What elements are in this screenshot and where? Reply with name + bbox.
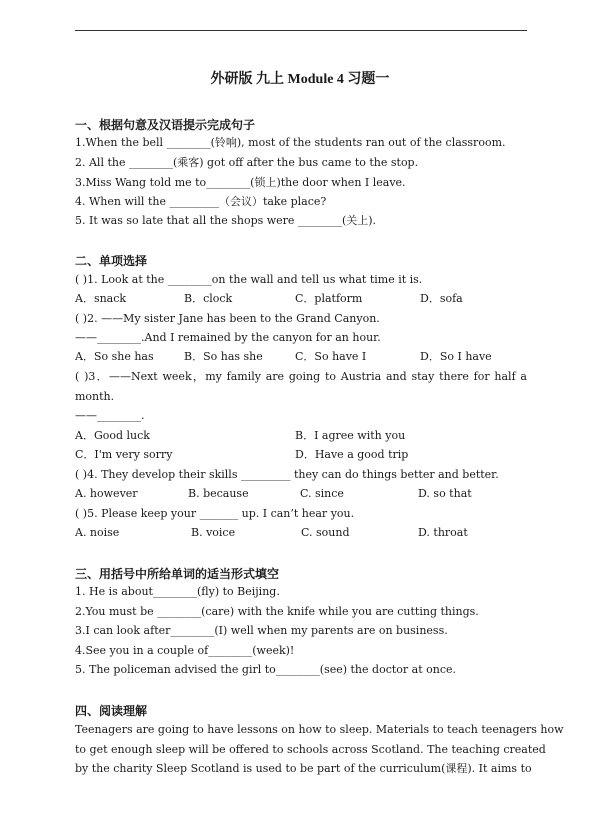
q3-option-d: D．Have a good trip (295, 448, 409, 461)
q4-option-c: C. since (300, 487, 344, 500)
q3-option-b: B．I agree with you (295, 429, 406, 442)
s1-item-4: 4. When will the _________（会议）take place? (75, 195, 327, 208)
q5-stem: ( )5. Please keep your _______ up. I can’t hear you. (75, 507, 355, 520)
s1-item-2: 2. All the ________(乘客) got off after the bus came to the stop. (75, 156, 419, 169)
q1-option-d: D．sofa (420, 292, 463, 305)
q3-option-a: A．Good luck (75, 429, 150, 442)
q1-option-c: C．platform (295, 292, 363, 305)
header-rule (75, 30, 527, 31)
q2-response: ——________.And I remained by the canyon for an hour. (75, 331, 381, 344)
s1-item-5: 5. It was so late that all the shops were ________(关上). (75, 214, 377, 227)
page-title: 外研版 九上 Module 4 习题一 (210, 72, 390, 87)
q2-stem: ( )2. ——My sister Jane has been to the Grand Canyon. (75, 312, 380, 325)
q2-option-b: B．So has she (184, 350, 263, 363)
q3-response: ——________. (75, 409, 145, 422)
passage-line-3: by the charity Sleep Scotland is used to be part of the curriculum(课程). It aims to (75, 762, 532, 775)
q3-stem-continued: month. (75, 390, 115, 403)
q2-option-d: D．So I have (420, 350, 492, 363)
q5-option-a: A. noise (75, 526, 120, 539)
section4-heading: 四、阅读理解 (75, 704, 148, 718)
reading-passage (75, 720, 564, 779)
s1-item-3: 3.Miss Wang told me to________(锁上)the door when I leave. (75, 176, 406, 189)
section3-heading: 三、用括号中所给单词的适当形式填空 (75, 567, 280, 581)
q4-option-b: B. because (188, 487, 249, 500)
q5-option-b: B. voice (191, 526, 236, 539)
q1-option-a: A．snack (75, 292, 127, 305)
q2-option-c: C．So have I (295, 350, 367, 363)
q5-option-c: C. sound (301, 526, 350, 539)
q4-option-a: A. however (75, 487, 138, 500)
q1-option-b: B．clock (184, 292, 233, 305)
q4-stem: ( )4. They develop their skills _________ they can do things better and better. (75, 468, 499, 481)
s3-item-2: 2.You must be ________(care) with the knife while you are cutting things. (75, 605, 479, 618)
q3-stem: ( )3．——Next week，my family are going to Austria and stay there for half a (75, 370, 527, 383)
section2-heading: 二、单项选择 (75, 254, 148, 268)
passage-line-2: to get enough sleep will be offered to schools across Scotland. The teaching created (75, 742, 546, 756)
s3-item-4: 4.See you in a couple of________(week)! (75, 644, 295, 657)
passage-line-1: Teenagers are going to have lessons on how to sleep. Materials to teach teenagers how (75, 723, 564, 736)
s1-item-1: 1.When the bell ________(铃响), most of the students ran out of the classroom. (75, 136, 506, 149)
section1-heading: 一、根据句意及汉语提示完成句子 (75, 118, 256, 132)
q2-option-a: A．So she has (75, 350, 154, 363)
q1-stem: ( )1. Look at the ________on the wall and tell us what time it is. (75, 273, 423, 286)
q3-option-c: C．I'm very sorry (75, 448, 173, 461)
s3-item-3: 3.I can look after________(I) well when my parents are on business. (75, 624, 448, 637)
s3-item-5: 5. The policeman advised the girl to________(see) the doctor at once. (75, 663, 456, 676)
q5-option-d: D. throat (418, 526, 468, 539)
q4-option-d: D. so that (418, 487, 472, 500)
s3-item-1: 1. He is about________(fly) to Beijing. (75, 585, 280, 598)
